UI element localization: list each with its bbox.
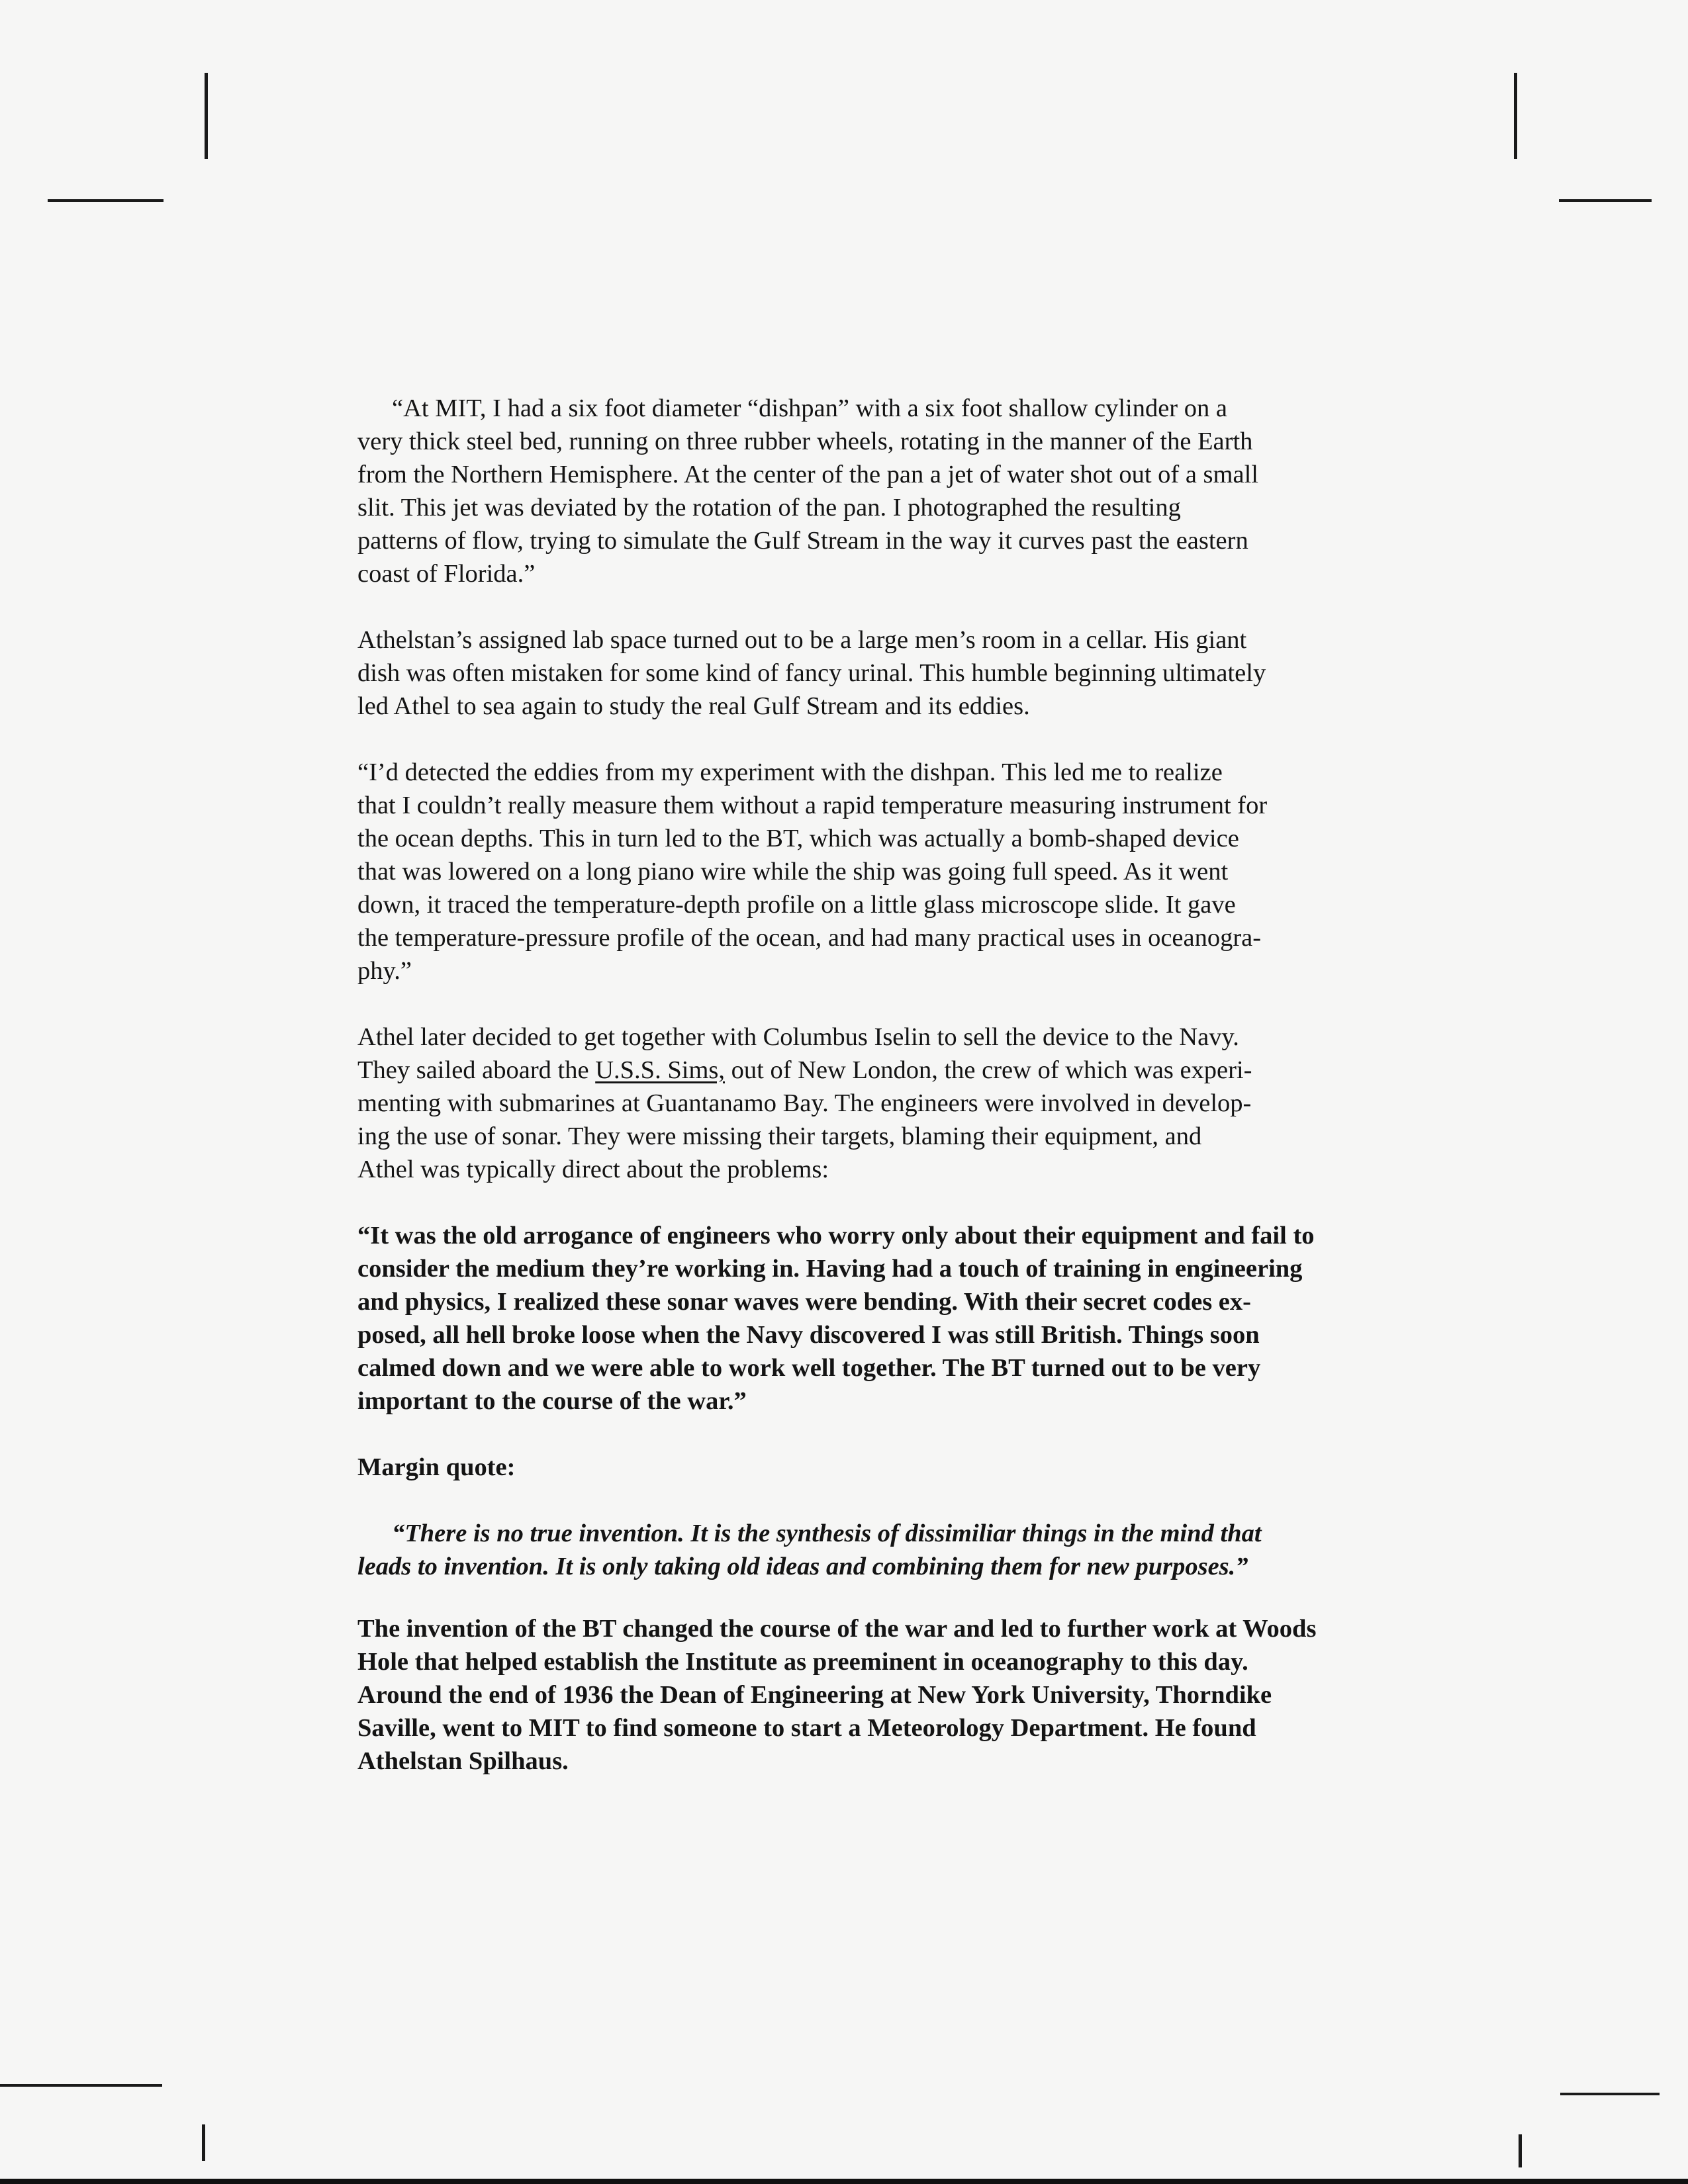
crop-mark-bottom-right-horizontal bbox=[1560, 2093, 1660, 2095]
text-line: “I’d detected the eddies from my experiment with the dishpan. This led me to realize bbox=[357, 758, 1223, 786]
crop-mark-bottom-left-vertical bbox=[202, 2124, 205, 2161]
text-line: Athel was typically direct about the problems: bbox=[357, 1156, 829, 1183]
paragraph-eddies-quote bbox=[357, 756, 1374, 987]
text-fragment: They sailed aboard the bbox=[357, 1056, 596, 1084]
text-line: Hole that helped establish the Institute as preeminent in oceanography to this day. bbox=[357, 1648, 1248, 1676]
text-line: leads to invention. It is only taking old ideas and combining them for new purposes.” bbox=[357, 1553, 1248, 1580]
paragraph-lab-space bbox=[357, 623, 1374, 723]
crop-mark-top-left-vertical bbox=[205, 73, 208, 159]
text-line: slit. This jet was deviated by the rotation of the pan. I photographed the resulting bbox=[357, 494, 1181, 522]
text-line: the ocean depths. This in turn led to the BT, which was actually a bomb-shaped device bbox=[357, 825, 1239, 852]
text-line: Saville, went to MIT to find someone to start a Meteorology Department. He found bbox=[357, 1714, 1256, 1742]
text-line: that was lowered on a long piano wire while the ship was going full speed. As it went bbox=[357, 858, 1229, 886]
text-line: down, it traced the temperature-depth profile on a little glass microscope slide. It gave bbox=[357, 891, 1236, 919]
text-line: patterns of flow, trying to simulate the Gulf Stream in the way it curves past the eastern bbox=[357, 527, 1248, 555]
text-line bbox=[357, 1054, 1374, 1087]
text-line: Margin quote: bbox=[357, 1453, 516, 1481]
margin-quote bbox=[357, 1517, 1374, 1583]
paragraph-navy-sonar bbox=[357, 1021, 1374, 1186]
scan-bottom-edge bbox=[0, 2179, 1688, 2184]
text-line: Around the end of 1936 the Dean of Engineering at New York University, Thorndike bbox=[357, 1681, 1272, 1709]
text-line: important to the course of the war.” bbox=[357, 1387, 747, 1415]
crop-mark-top-left-horizontal bbox=[48, 199, 164, 202]
paragraph-dishpan-quote bbox=[357, 392, 1374, 590]
text-line: Athelstan Spilhaus. bbox=[357, 1747, 569, 1775]
text-line: “There is no true invention. It is the synthesis of dissimiliar things in the mind that bbox=[392, 1520, 1262, 1547]
text-line: very thick steel bed, running on three rubber wheels, rotating in the manner of the Earth bbox=[357, 428, 1253, 455]
text-line: and physics, I realized these sonar waves were bending. With their secret codes ex- bbox=[357, 1288, 1251, 1316]
text-line: coast of Florida.” bbox=[357, 560, 536, 588]
crop-mark-top-right-horizontal bbox=[1559, 199, 1652, 202]
text-line: menting with submarines at Guantanamo Bay. The engineers were involved in develop- bbox=[357, 1089, 1252, 1117]
text-line: The invention of the BT changed the course of the war and led to further work at Woods bbox=[357, 1615, 1317, 1643]
text-line: from the Northern Hemisphere. At the center of the pan a jet of water shot out of a small bbox=[357, 461, 1258, 488]
crop-mark-bottom-right-vertical bbox=[1519, 2134, 1522, 2167]
text-line: dish was often mistaken for some kind of fancy urinal. This humble beginning ultimately bbox=[357, 659, 1266, 687]
text-line: posed, all hell broke loose when the Navy discovered I was still British. Things soon bbox=[357, 1321, 1260, 1349]
text-line: that I couldn’t really measure them without a rapid temperature measuring instrument for bbox=[357, 792, 1268, 819]
text-line: ing the use of sonar. They were missing their targets, blaming their equipment, and bbox=[357, 1122, 1202, 1150]
text-line: phy.” bbox=[357, 957, 412, 985]
margin-quote-label bbox=[357, 1451, 1374, 1484]
text-line: Athel later decided to get together with Columbus Iselin to sell the device to the Navy. bbox=[357, 1023, 1239, 1051]
text-line: calmed down and we were able to work well together. The BT turned out to be very bbox=[357, 1354, 1261, 1382]
document-body bbox=[357, 392, 1374, 1811]
text-line: Athelstan’s assigned lab space turned out to be a large men’s room in a cellar. His giant bbox=[357, 626, 1247, 654]
crop-mark-top-right-vertical bbox=[1514, 73, 1517, 159]
paragraph-arrogance-quote bbox=[357, 1219, 1374, 1418]
text-line: “At MIT, I had a six foot diameter “dishpan” with a six foot shallow cylinder on a bbox=[392, 394, 1227, 422]
text-line: consider the medium they’re working in. Having had a touch of training in engineering bbox=[357, 1255, 1303, 1283]
ship-name: U.S.S. Sims, bbox=[595, 1056, 725, 1084]
text-line: led Athel to sea again to study the real Gulf Stream and its eddies. bbox=[357, 692, 1030, 720]
crop-mark-bottom-left-horizontal bbox=[0, 2084, 162, 2087]
text-line: the temperature-pressure profile of the ocean, and had many practical uses in oceanogra- bbox=[357, 924, 1262, 952]
text-line: “It was the old arrogance of engineers who worry only about their equipment and fail to bbox=[357, 1222, 1315, 1250]
paragraph-bt-invention bbox=[357, 1612, 1374, 1778]
text-fragment: out of New London, the crew of which was experi- bbox=[725, 1056, 1252, 1084]
